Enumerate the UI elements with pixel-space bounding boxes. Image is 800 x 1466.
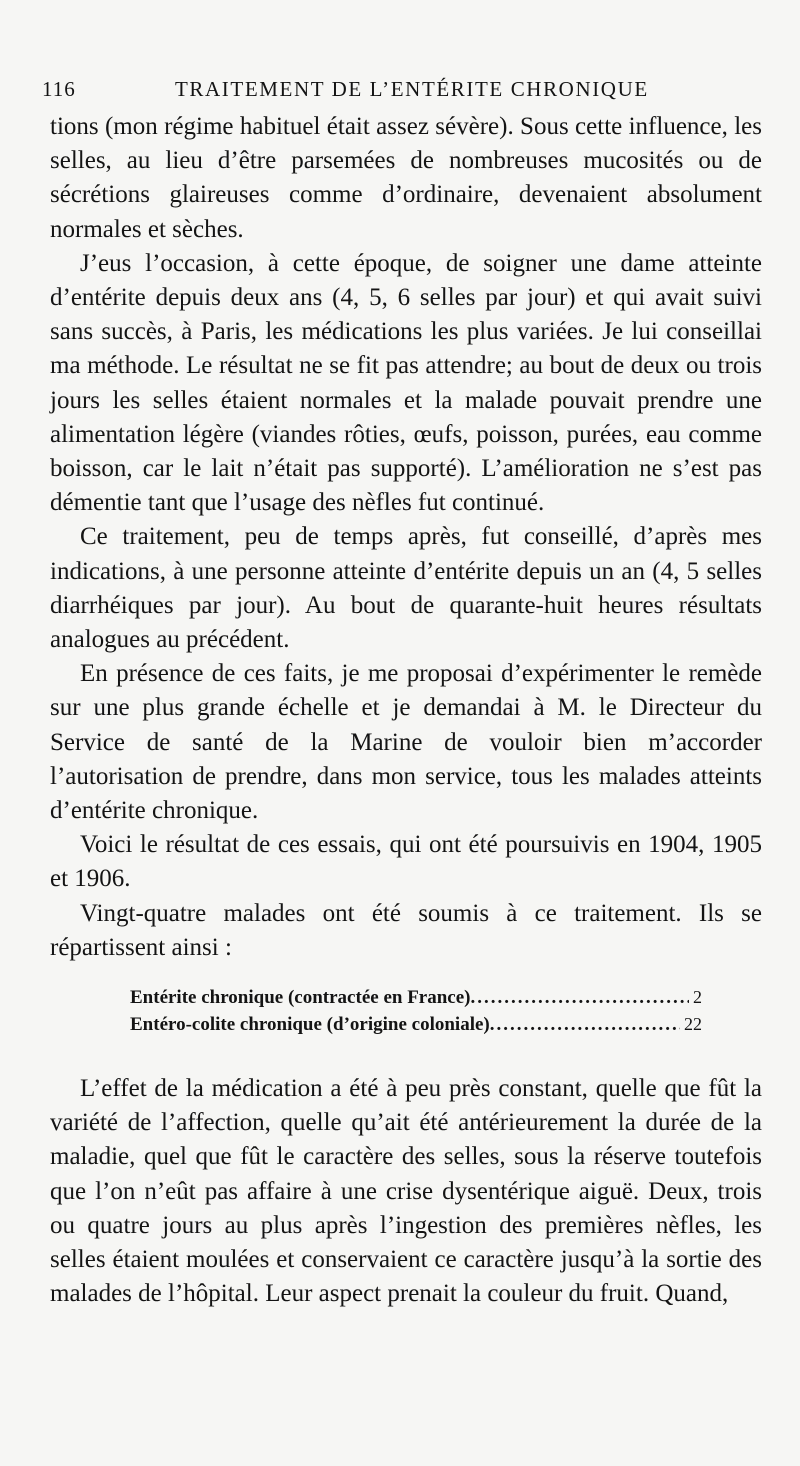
page-header bbox=[42, 73, 762, 107]
cases-list bbox=[130, 984, 702, 1038]
page-number: 116 bbox=[42, 77, 76, 101]
paragraph-experiment: En présence de ces faits, je me proposai d’expérimenter le remède sur une plus grande échelle et je demandai à M. le Directeur du Service de santé de la Marine de vouloir bien m’accorder l’autorisation de prendre, dans mon service, tous les malades atteints d’entérite chronique. bbox=[50, 660, 762, 825]
dot-leader bbox=[471, 985, 690, 1011]
page-body bbox=[50, 110, 762, 1312]
dot-leader bbox=[490, 1012, 680, 1038]
list-item bbox=[130, 984, 702, 1011]
running-title: TRAITEMENT DE L’ENTÉRITE CHRONIQUE bbox=[175, 77, 649, 101]
case-count: 22 bbox=[684, 1014, 702, 1035]
paragraph-continuation: tions (mon régime habituel était assez sévère). Sous cette influence, les selles, au lieu d’être parsemées de nombreuses mucosités ou de sécrétions glaireuses comme d’ordinaire, devenaient absolument normales et sèches. bbox=[50, 113, 762, 243]
paragraph-patient-case: J’eus l’occasion, à cette époque, de soigner une dame atteinte d’entérite depuis deux ans (4, 5, 6 selles par jour) et qui avait suivi sans succès, à Paris, les médications les plus variées. Je lui conseillai ma méthode. Le résultat ne se fit pas attendre; au bout de deux ou trois jours les selles étaient normales et la malade pouvait prendre une alimentation légère (viandes rôties, œufs, poisson, purées, eau comme boisson, car le lait n’était pas supporté). L’amélioration ne s’est pas démentie tant que l’usage des nèfles fut continué. bbox=[50, 249, 762, 517]
paragraph-effect: L’effet de la médication a été à peu près constant, quelle que fût la variété de l’affection, quelle qu’ait été antérieurement la durée de la maladie, quel que fût le caractère des selles, sous la réserve toutefois que l’on n’eût pas affaire à une crise dysentérique aiguë. Deux, trois ou quatre jours au plus après l’ingestion des premières nèfles, les selles étaient moulées et conservaient ce caractère jusqu’à la sortie des malades de l’hôpital. Leur aspect prenait la couleur du fruit. Quand, bbox=[50, 1075, 762, 1308]
case-label: Entérite chronique (contractée en France) bbox=[130, 987, 471, 1009]
paragraph-distribution: Vingt-quatre malades ont été soumis à ce traitement. Ils se répartissent ainsi : bbox=[50, 899, 762, 961]
case-count: 2 bbox=[693, 987, 702, 1008]
paragraph-results-intro: Voici le résultat de ces essais, qui ont été poursuivis en 1904, 1905 et 1906. bbox=[50, 831, 762, 893]
paragraph-second-case: Ce traitement, peu de temps après, fut conseillé, d’après mes indications, à une personne atteinte d’entérite depuis un an (4, 5 selles diarrhéiques par jour). Au bout de quarante-huit heures résultats analogues au précédent. bbox=[50, 523, 762, 654]
list-item bbox=[130, 1011, 702, 1038]
case-label: Entéro-colite chronique (d’origine coloniale) bbox=[130, 1014, 490, 1036]
